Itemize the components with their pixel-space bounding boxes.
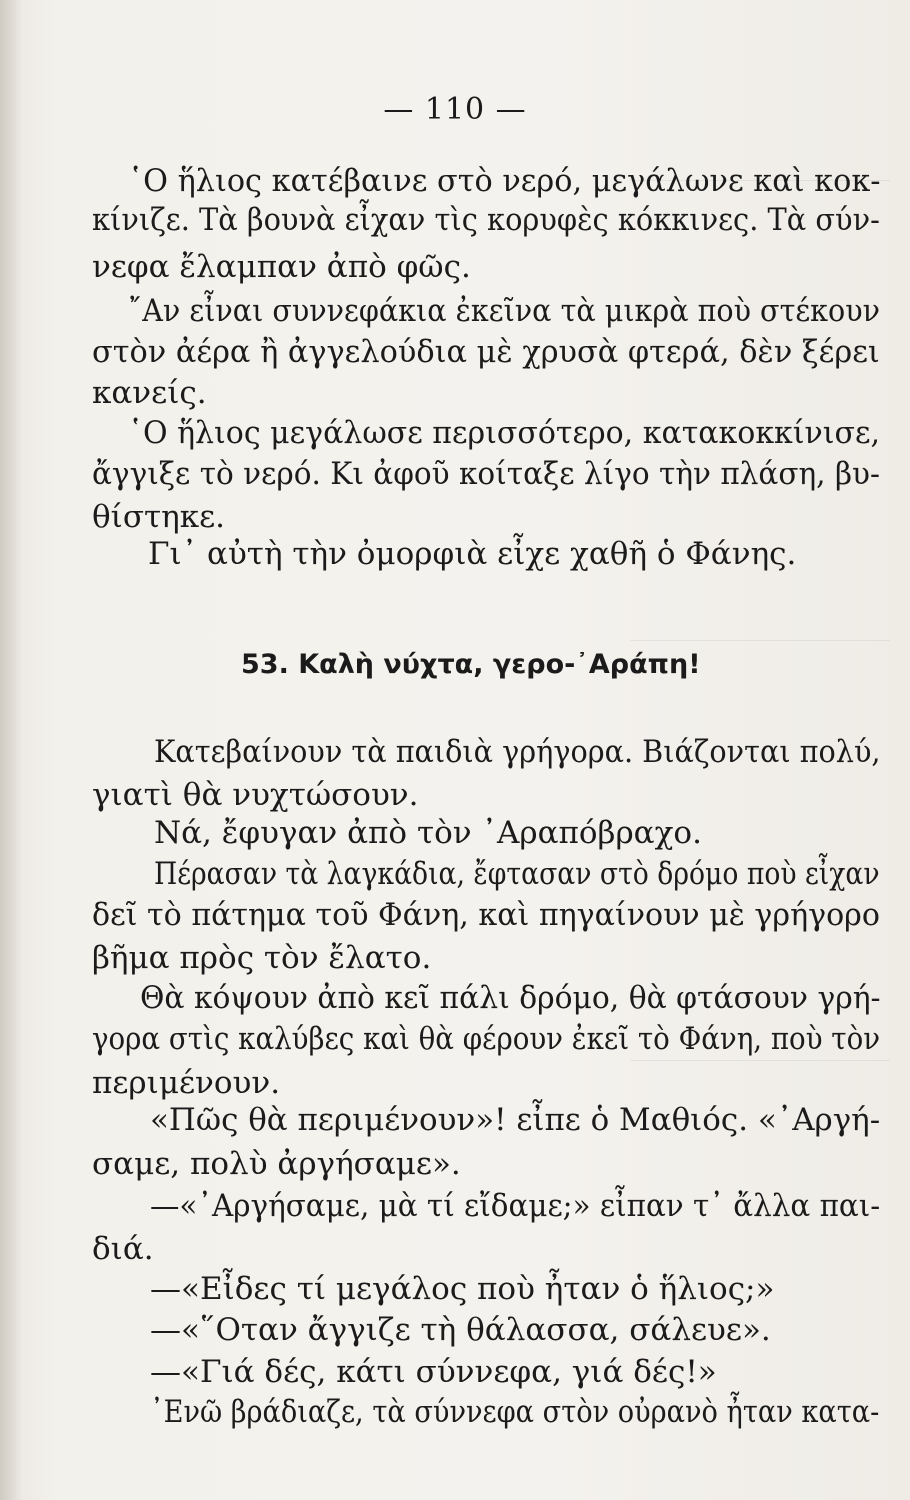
section-heading: 53. Καλὴ νύχτα, γερο-᾿Αράπη! (241, 649, 701, 680)
text-line: —«᾿Αργήσαμε, μὰ τί εἴδαμε;» εἶπαν τ᾿ ἄλλα παι- (150, 1188, 881, 1224)
text-line: —«Γιά δές, κάτι σύννεφα, γιά δές!» (150, 1354, 717, 1390)
text-line: ῾Ο ἥλιος κατέβαινε στὸ νερό, μεγάλωνε καὶ κοκ- (128, 163, 881, 199)
text-line: Νά, ἔφυγαν ἀπὸ τὸν ᾿Αραπόβραχο. (154, 815, 702, 851)
text-line: κίνιζε. Τὰ βουνὰ εἶχαν τὶς κορυφὲς κόκκινες. Τὰ σύν- (92, 202, 880, 238)
bleed-through-mark (630, 640, 890, 641)
text-line: —«῞Οταν ἄγγιζε τὴ θάλασσα, σάλευε». (150, 1312, 771, 1348)
page-number: — 110 — (383, 92, 527, 127)
text-line: ᾿Ενῶ βράδιαζε, τὰ σύννεφα στὸν οὐρανὸ ἦταν κατα- (150, 1394, 880, 1430)
text-line: νεφα ἔλαμπαν ἀπὸ φῶς. (92, 249, 471, 285)
text-line: σαμε, πολὺ ἀργήσαμε». (92, 1146, 461, 1182)
text-line: γορα στὶς καλύβες καὶ θὰ φέρουν ἐκεῖ τὸ Φάνη, ποὺ τὸν (92, 1021, 881, 1057)
text-line: θίστηκε. (92, 499, 225, 535)
text-line: περιμένουν. (92, 1065, 281, 1101)
text-line: γιατὶ θὰ νυχτώσουν. (92, 777, 419, 813)
text-line: Κατεβαίνουν τὰ παιδιὰ γρήγορα. Βιάζονται πολύ, (154, 734, 881, 770)
text-line: βῆμα πρὸς τὸν ἔλατο. (92, 940, 432, 976)
text-line: δεῖ τὸ πάτημα τοῦ Φάνη, καὶ πηγαίνουν μὲ γρήγορο (92, 897, 880, 933)
text-line: Γι᾿ αὐτὴ τὴν ὀμορφιὰ εἶχε χαθῆ ὁ Φάνης. (148, 536, 797, 572)
bleed-through-mark (630, 1060, 890, 1061)
text-line: —«Εἶδες τί μεγάλος ποὺ ἦταν ὁ ἥλιος;» (150, 1271, 775, 1307)
text-line: «Πῶς θὰ περιμένουν»! εἶπε ὁ Μαθιός. «᾿Αργή- (150, 1102, 881, 1138)
page-gutter-shadow (0, 0, 22, 1500)
text-line: ἄγγιξε τὸ νερό. Κι ἀφοῦ κοίταξε λίγο τὴν πλάση, βυ- (92, 456, 880, 492)
text-line: διά. (92, 1231, 154, 1267)
text-line: Πέρασαν τὰ λαγκάδια, ἔφτασαν στὸ δρόμο ποὺ εἶχαν (154, 856, 880, 892)
text-line: ῾Ο ἥλιος μεγάλωσε περισσότερο, κατακοκκίνισε, (128, 415, 881, 451)
text-line: Θὰ κόψουν ἀπὸ κεῖ πάλι δρόμο, θὰ φτάσουν γρή- (140, 980, 881, 1016)
text-line: κανείς. (92, 375, 207, 411)
text-line: στὸν ἀέρα ἢ ἀγγελούδια μὲ χρυσὰ φτερά, δὲν ξέρει (92, 334, 880, 370)
text-line: ῎Αν εἶναι συννεφάκια ἐκεῖνα τὰ μικρὰ ποὺ στέκουν (128, 293, 881, 329)
